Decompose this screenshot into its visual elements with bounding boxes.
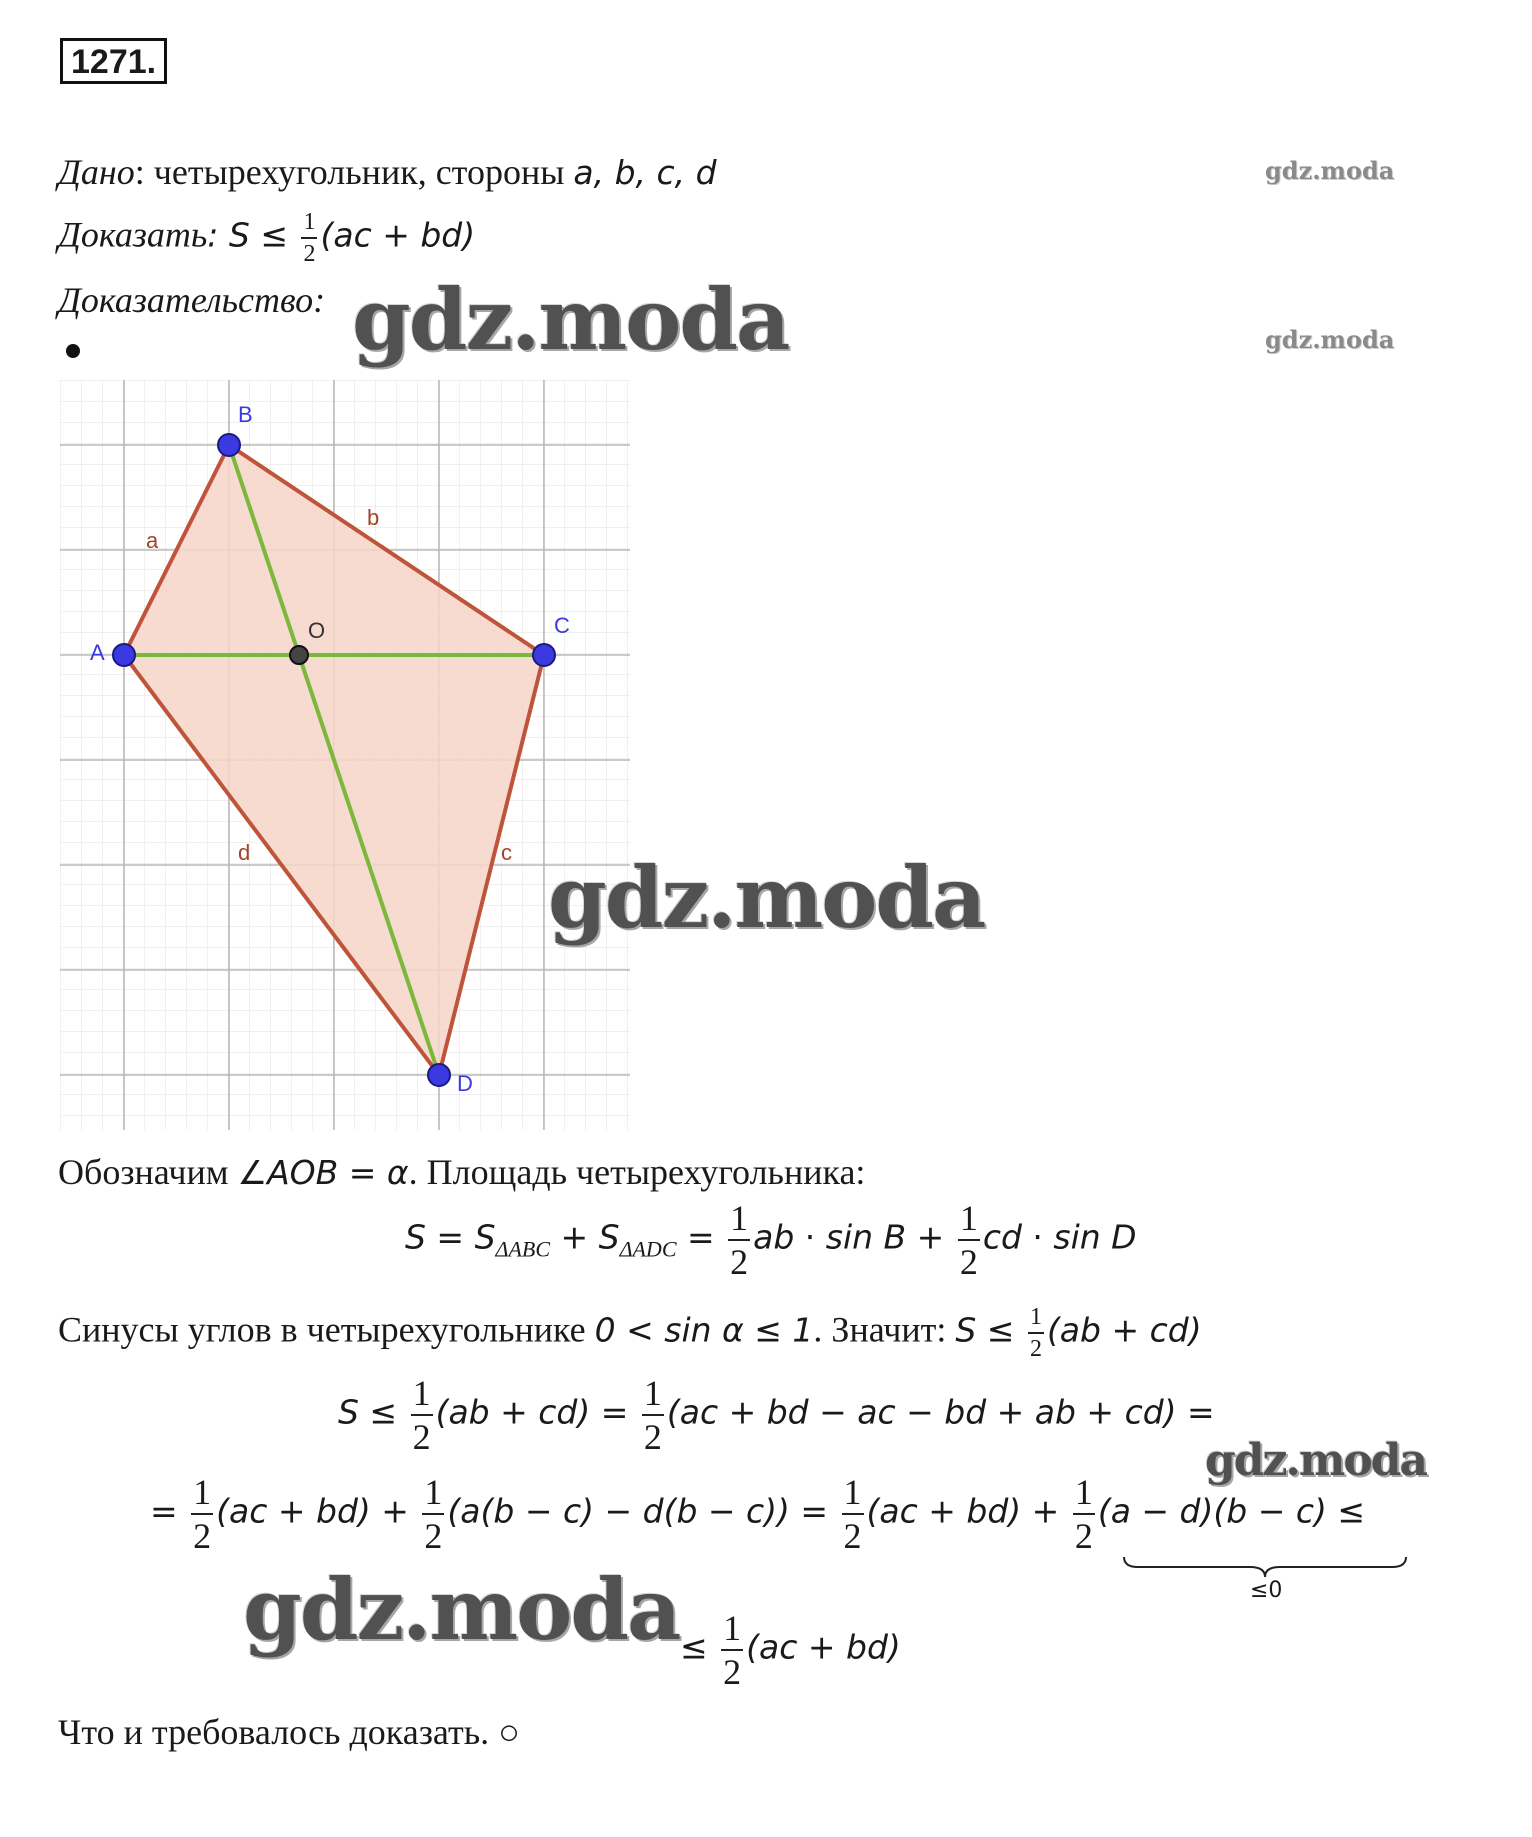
sine-line: Синусы углов в четырехугольнике 0 < sin α ≤ 1. Значит: S ≤ $\frac{1}{2}$ (ab + cd) xyxy=(58,1304,1202,1362)
prove-line xyxy=(58,210,475,266)
prove-fraction: $\frac{1}{2}$ xyxy=(303,209,316,267)
notation-angle: ∠AOB = α xyxy=(237,1153,409,1192)
watermark-small-1: gdz.moda xyxy=(1265,156,1395,185)
quadrilateral-figure xyxy=(60,380,640,1140)
label-D: D xyxy=(457,1071,473,1096)
watermark-small-2: gdz.moda xyxy=(1265,325,1395,354)
conclusion: Что и требовалось доказать. ○ xyxy=(58,1712,520,1752)
side-label-a: a xyxy=(146,528,159,553)
watermark-big-3: gdz.moda xyxy=(243,1560,680,1659)
given-line xyxy=(58,150,717,195)
problem-number: 1271. xyxy=(60,38,167,84)
label-B: B xyxy=(238,402,253,427)
watermark-big-2: gdz.moda xyxy=(548,848,985,947)
side-label-c: c xyxy=(501,840,512,865)
given-vars: a, b, c, d xyxy=(573,153,717,192)
watermark-big-1: gdz.moda xyxy=(352,270,789,369)
point-O xyxy=(290,646,308,664)
notation-line xyxy=(58,1150,865,1195)
given-text: : четырехугольник, стороны xyxy=(134,152,574,192)
side-label-d: d xyxy=(238,840,251,865)
point-D xyxy=(428,1064,450,1086)
point-B xyxy=(218,434,240,456)
equation-2: = $\frac{1}{2}$ (ac + bd) + $\frac{1}{2}$ (a(b − c) − d(b − c)) = $\frac{1}{2}$ (ac + bd) + $\frac{1}{2}$ (a − d)(b − c) ≤ xyxy=(150,1472,1365,1556)
equation-3: ≤ $\frac{1}{2}$ (ac + bd) xyxy=(680,1608,901,1692)
label-C: C xyxy=(554,613,570,638)
bullet-dot xyxy=(66,344,80,358)
equation-1: S ≤ $\frac{1}{2}$ (ab + cd) = $\frac{1}{2}$ (ac + bd − ac − bd + ab + cd) = xyxy=(338,1373,1215,1457)
notation-suffix: . Площадь четырехугольника: xyxy=(408,1152,866,1192)
prove-label: Доказать xyxy=(58,214,208,255)
watermark-mid: gdz.moda xyxy=(1205,1435,1427,1486)
label-A: A xyxy=(90,640,105,665)
area-equation: $S = S_{\Delta ABC} + S_{\Delta ADC}$ = $\frac{1}{2}$ ab ⋅ sin B + $\frac{1}{2}$ cd ⋅ sin D xyxy=(405,1198,1137,1282)
prove-lhs: : S ≤ xyxy=(207,215,299,255)
point-C xyxy=(533,644,555,666)
notation-prefix: Обозначим xyxy=(58,1152,238,1192)
underbrace-label: ≤0 xyxy=(1250,1578,1283,1603)
side-label-b: b xyxy=(367,505,380,530)
prove-rhs: (ac + bd) xyxy=(320,215,476,255)
label-O: O xyxy=(308,618,326,643)
given-label: Дано xyxy=(58,152,135,192)
point-A xyxy=(113,644,135,666)
proof-label: Доказательство: xyxy=(58,280,326,320)
